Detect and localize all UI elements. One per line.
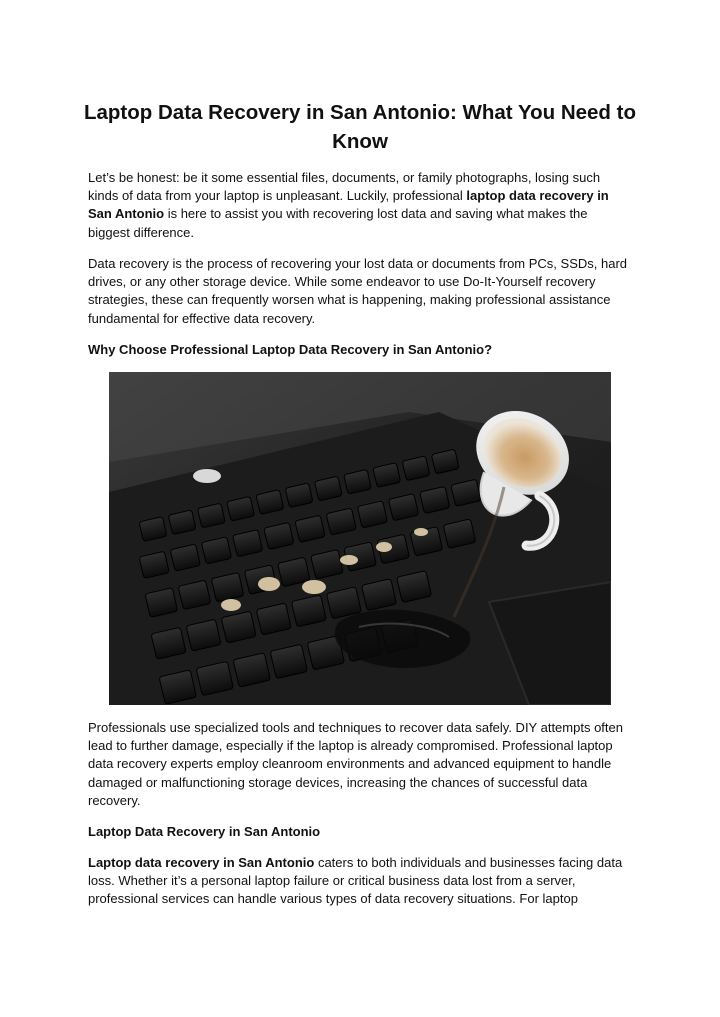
laptop-coffee-spill-image xyxy=(109,372,611,705)
document-title: Laptop Data Recovery in San Antonio: What You Need to Know xyxy=(83,101,637,153)
professionals-paragraph: Professionals use specialized tools and techniques to recover data safely. DIY attempts often lead to further damage, especially if the laptop is already compromised. Professional laptop data recovery experts employ cleanroom environments and advanced equipment to handle damaged or malfunctioning storage devices, increasing the chances of successful data recovery. xyxy=(88,720,623,808)
intro-keyword-bold: laptop data recovery in San Antonio xyxy=(88,188,609,222)
data-recovery-paragraph: Data recovery is the process of recovering your lost data or documents from PCs, SSDs, hard drives, or any other storage device. While some endeavor to use Do-It-Yourself recovery strategies, these can frequently worsen what is happening, making professional assistance fundamental for effective data recovery. xyxy=(88,256,628,326)
intro-text-end: is here to assist you with recovering lost data and saving what makes the biggest difference. xyxy=(88,206,588,240)
services-keyword-bold: Laptop data recovery in San Antonio xyxy=(88,855,315,870)
services-paragraph xyxy=(88,854,633,909)
intro-text-start: Let’s be honest: be it some essential files, documents, or family photographs, losing such kinds of data from your laptop is unpleasant. Luckily, professional xyxy=(88,170,601,204)
section-heading-san-antonio: Laptop Data Recovery in San Antonio xyxy=(88,824,321,839)
services-text: caters to both individuals and businesses facing data loss. Whether it’s a personal laptop failure or critical business data lost from a server, professional services can handle various types of data recovery situations. For laptop xyxy=(88,855,623,907)
intro-paragraph xyxy=(88,169,633,242)
section-heading-why-choose: Why Choose Professional Laptop Data Recovery in San Antonio? xyxy=(88,342,493,357)
